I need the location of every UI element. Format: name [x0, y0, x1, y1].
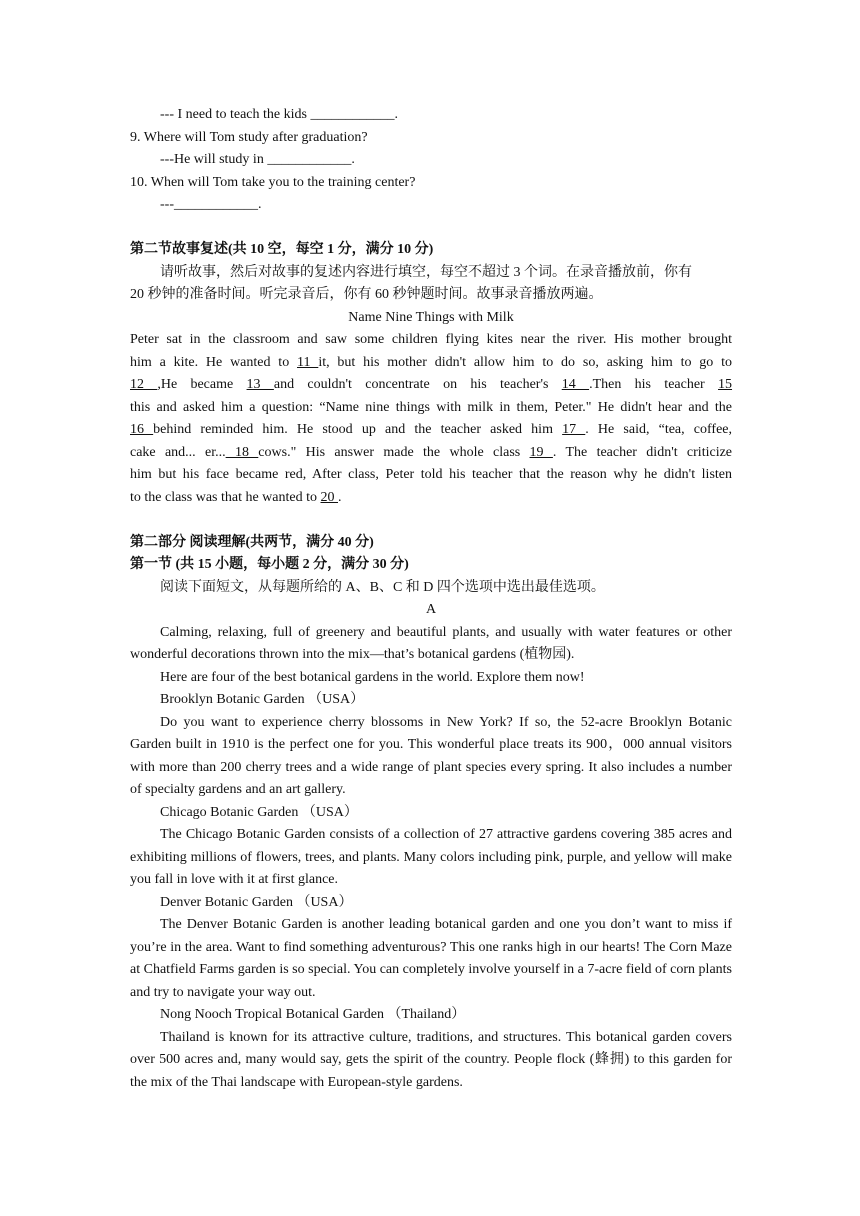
- blank-18[interactable]: 18: [225, 444, 259, 460]
- blank-14[interactable]: 14: [561, 377, 590, 392]
- blank-19[interactable]: 19: [529, 444, 553, 460]
- garden-text-brooklyn: Do you want to experience cherry blossoms in New York? If so, the 52-acre Brooklyn Botanic Garden built in 1910 is the perfect one for you. This wonderful place treats its 900，000 annual visitors with more than 200 cherry trees and a wide range of plant species every spring. It also includes a number of specialty gardens and an art gallery.: [130, 714, 732, 797]
- document-page: [130, 104, 732, 1094]
- garden-name-denver: Denver Botanic Garden （USA）: [160, 894, 353, 910]
- answer-line-10: ---____________.: [160, 197, 262, 212]
- blank-15[interactable]: 15: [718, 377, 733, 392]
- blank-17[interactable]: 17: [562, 422, 586, 437]
- part-2-instruction: 阅读下面短文，从每题所给的 A、B、C 和 D 四个选项中选出最佳选项。: [160, 579, 605, 595]
- story-line-1: Peter sat in the classroom and saw some children flying kites near the river. His mother brought: [130, 332, 732, 347]
- story-title: Name Nine Things with Milk: [348, 309, 514, 325]
- blank-13[interactable]: 13: [246, 377, 274, 392]
- garden-name-nong-nooch: Nong Nooch Tropical Botanical Garden （Thailand）: [160, 1007, 466, 1022]
- part-2-section-1-heading: 第一节 (共 15 小题，每小题 2 分，满分 30 分): [130, 557, 409, 572]
- question-10: 10. When will Tom take you to the training center?: [130, 174, 416, 190]
- intro-paragraph-2: Here are four of the best botanical gardens in the world. Explore them now!: [160, 669, 585, 685]
- blank-20[interactable]: 20: [320, 489, 339, 505]
- passage-label: A: [425, 602, 437, 617]
- story-line-2: him a kite. He wanted to 11 it, but his mother didn't allow him to do so, asking him to go to: [130, 354, 732, 370]
- garden-text-nong-nooch: Thailand is known for its attractive culture, traditions, and structures. This botanical garden covers over 500 acres and, many would say, gets the spirit of the country. People flock (蜂拥) to this garden for the mix of the Thai landscape with European-style gardens.: [130, 1029, 732, 1090]
- blank-11[interactable]: 11: [297, 354, 319, 370]
- blank-16[interactable]: 16: [130, 422, 154, 437]
- story-line-7: him but his face became red, After class, Peter told his teacher that the reason why he didn't listen: [130, 467, 732, 482]
- answer-line-8: --- I need to teach the kids ____________.: [160, 107, 398, 122]
- story-line-5: 16 behind reminded him. He stood up and the teacher asked him 17 . He said, “tea, coffee,: [130, 422, 733, 437]
- garden-name-chicago: Chicago Botanic Garden （USA）: [160, 804, 358, 820]
- intro-paragraph-1: Calming, relaxing, full of greenery and beautiful plants, and usually with water features or other wonderful decorations thrown into the mix—that’s botanical gardens (植物园).: [130, 624, 732, 662]
- question-9: 9. Where will Tom study after graduation?: [130, 129, 368, 145]
- garden-text-chicago: The Chicago Botanic Garden consists of a collection of 27 attractive gardens covering 385 acres and exhibiting millions of flowers, trees, and plants. Many colors including pink, purple, and yellow will make you fall in love with it at first glance.: [130, 827, 732, 887]
- garden-text-denver: The Denver Botanic Garden is another leading botanical garden and one you don’t want to miss if you’re in the area. Want to find something adventurous? This one ranks high in our hearts! The Corn Maze at Chatfield Farms garden is so special. You can completely involve yourself in a 7-acre field of corn plants and try to navigate your way out.: [130, 917, 732, 1000]
- garden-name-brooklyn: Brooklyn Botanic Garden （USA）: [160, 692, 365, 707]
- part-2-heading: 第二部分 阅读理解(共两节，满分 40 分): [130, 534, 374, 550]
- story-line-4: this and asked him a question: “Name nine things with milk in them, Peter." He didn't hear and the: [130, 399, 732, 415]
- story-line-3: 12 ,He became 13 and couldn't concentrate on his teacher's 14 .Then his teacher 15: [130, 377, 733, 392]
- section-2-instruction-line2: 20 秒钟的准备时间。听完录音后，你有 60 秒钟题时间。故事录音播放两遍。: [130, 287, 603, 302]
- section-2-instruction-line1: 请听故事，然后对故事的复述内容进行填空，每空不超过 3 个词。在录音播放前，你有: [160, 264, 692, 280]
- story-line-6: cake and... er... 18 cows." His answer made the whole class 19 . The teacher didn't criticize: [130, 444, 733, 460]
- answer-line-9: ---He will study in ____________.: [160, 152, 355, 167]
- section-2-heading: 第二节故事复述(共 10 空，每空 1 分，满分 10 分): [130, 242, 434, 257]
- story-line-8: to the class was that he wanted to 20 .: [130, 489, 342, 505]
- blank-12[interactable]: 12: [130, 377, 158, 392]
